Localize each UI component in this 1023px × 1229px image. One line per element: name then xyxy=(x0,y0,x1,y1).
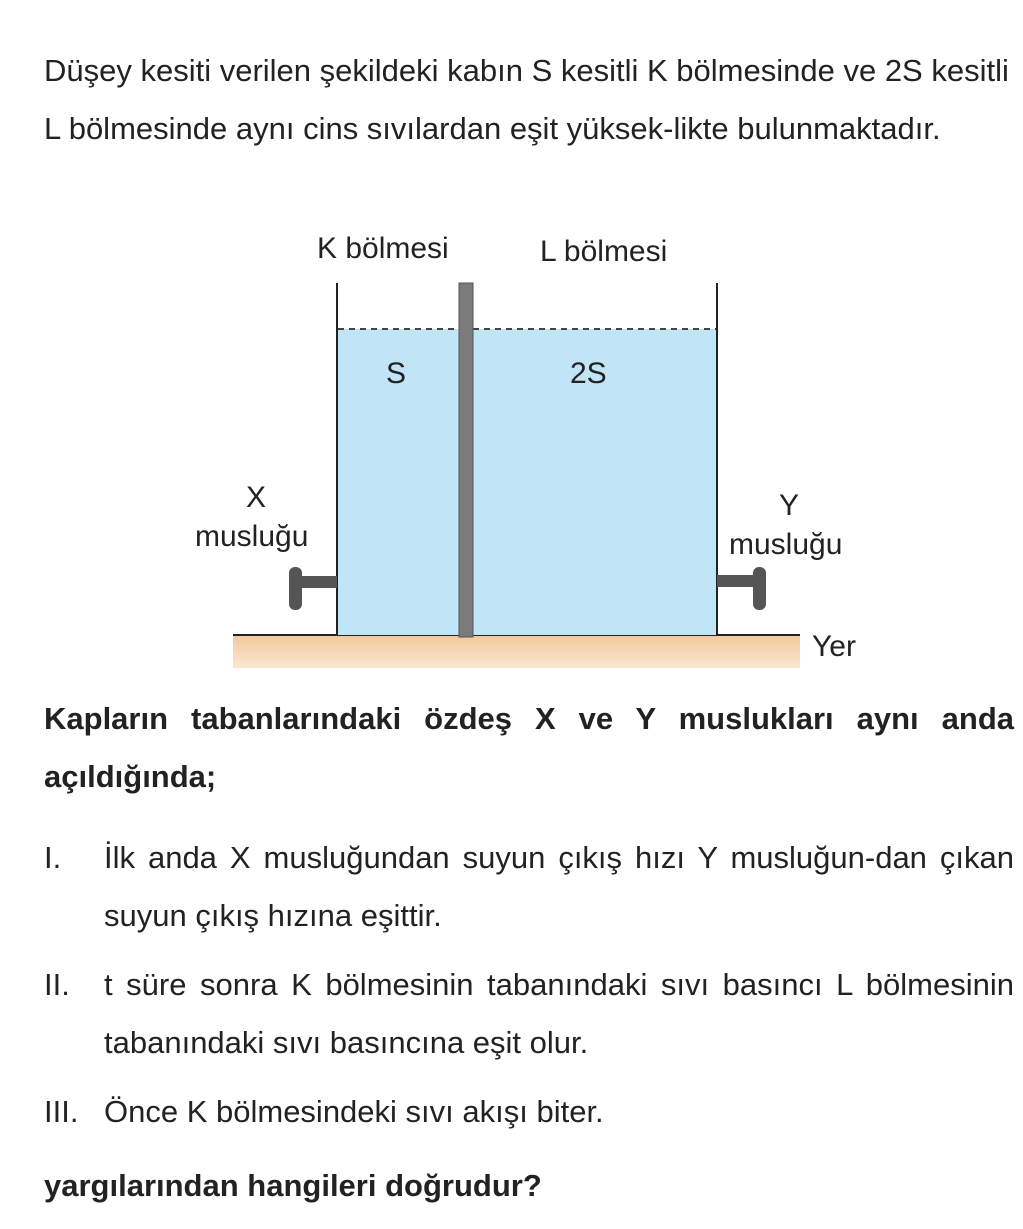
statement-text: Önce K bölmesindeki sıvı akışı biter. xyxy=(104,1094,604,1129)
statement-number: II. xyxy=(44,967,70,1002)
statement-3 xyxy=(44,1083,1014,1141)
ground-label: Yer xyxy=(812,630,856,663)
statement-1 xyxy=(44,829,1014,945)
statement-number: I. xyxy=(44,840,62,875)
statement-2 xyxy=(44,956,1014,1072)
y-tap xyxy=(717,567,766,610)
l-compartment-label: L bölmesi xyxy=(540,235,668,268)
statement-text: İlk anda X musluğundan suyun çıkış hızı Y musluğun-dan çıkan suyun çıkış hızına eşittir. xyxy=(104,840,1014,933)
k-compartment-label: K bölmesi xyxy=(317,232,449,265)
question-stem: Kapların tabanlarındaki özdeş X ve Y muslukları aynı anda açıldığında; xyxy=(44,701,1014,794)
y-tap-letter: Y xyxy=(779,489,800,522)
statement-text: t süre sonra K bölmesinin tabanındaki sıvı basıncı L bölmesinin tabanındaki sıvı basıncına eşit olur. xyxy=(104,967,1014,1060)
x-tap-word: musluğu xyxy=(195,520,309,553)
divider-wall xyxy=(459,283,473,637)
closing-question: yargılarından hangileri doğrudur? xyxy=(44,1168,542,1203)
y-tap-word: musluğu xyxy=(729,528,843,561)
l-area-label: 2S xyxy=(570,357,607,390)
ground-strip xyxy=(233,635,800,668)
x-tap-letter: X xyxy=(246,481,267,514)
k-area-label: S xyxy=(386,357,407,390)
intro-paragraph: Düşey kesiti verilen şekildeki kabın S kesitli K bölmesinde ve 2S kesitli L bölmesinde aynı cins sıvılardan eşit yüksek-likte bulunmaktadır. xyxy=(44,53,1009,146)
statement-number: III. xyxy=(44,1094,79,1129)
x-tap xyxy=(289,567,337,610)
